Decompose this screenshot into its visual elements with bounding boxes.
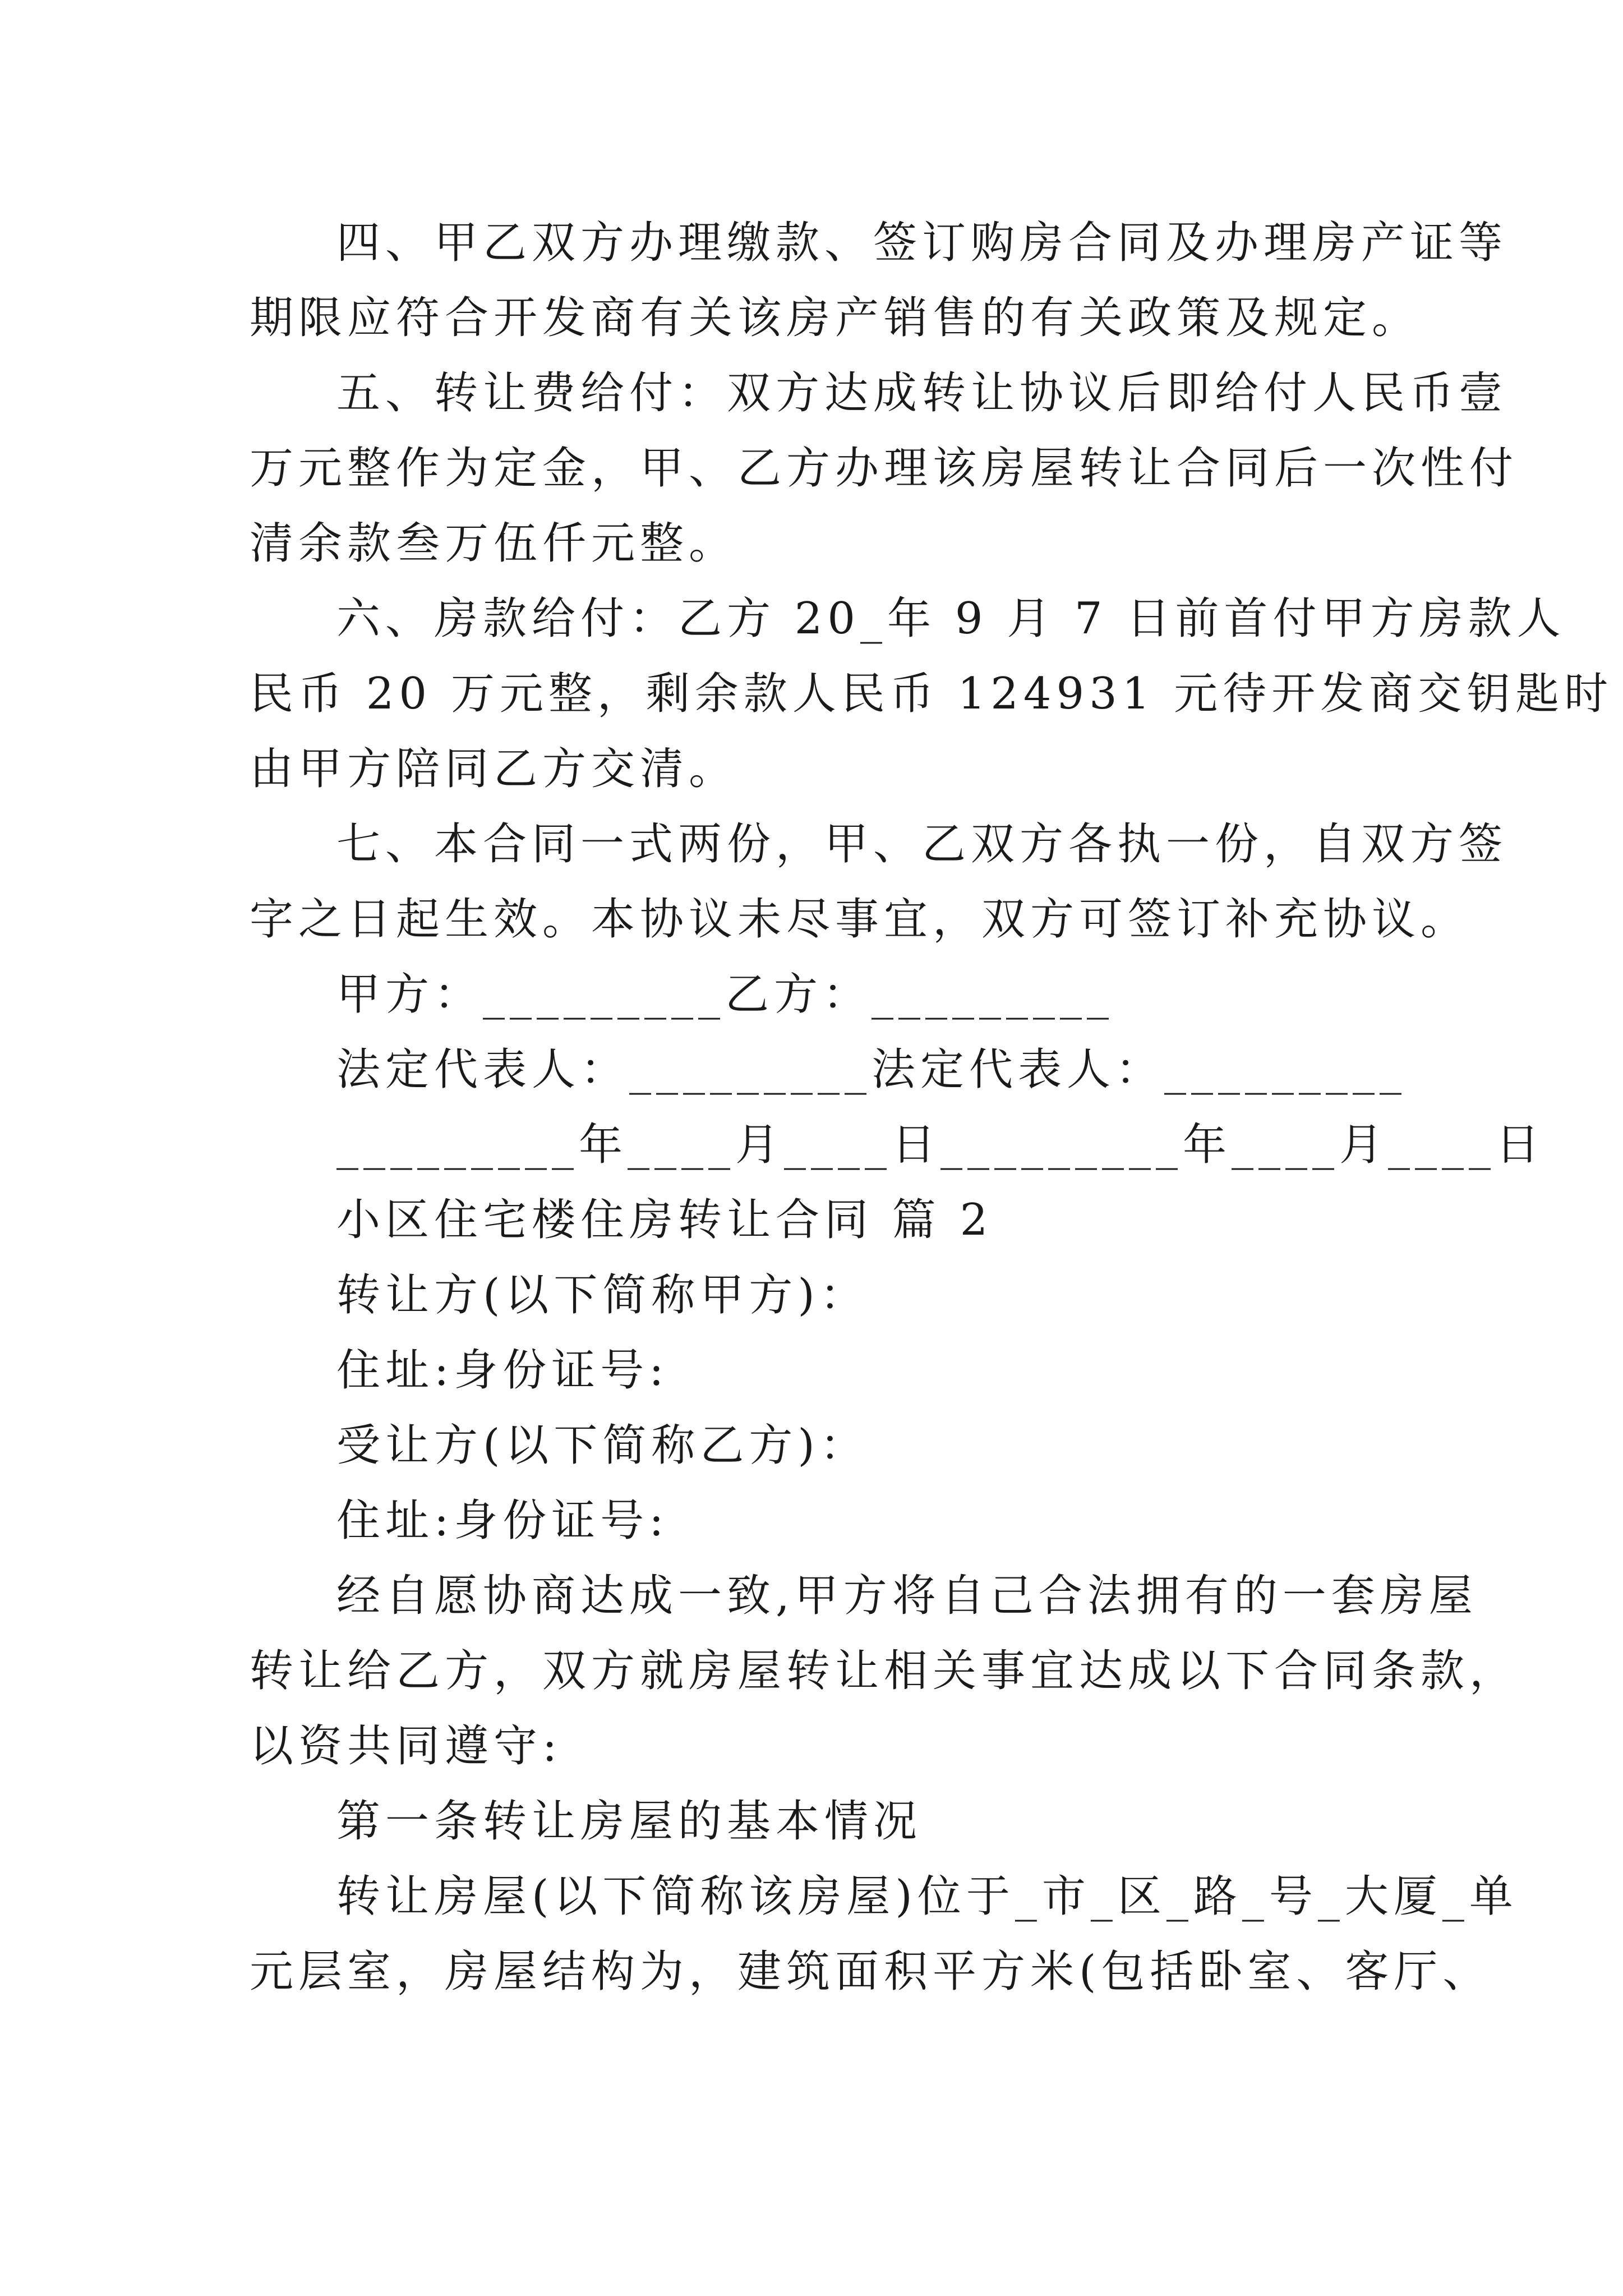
paragraph-5-line-1: 五、转让费给付：双方达成转让协议后即给付人民币壹 bbox=[336, 368, 1508, 418]
article-1-heading: 第一条转让房屋的基本情况 bbox=[336, 1796, 923, 1847]
paragraph-6-line-2: 民币 20 万元整，剩余款人民币 124931 元待开发商交钥匙时 bbox=[250, 669, 1613, 719]
article-1-line-1: 转让房屋(以下简称该房屋)位于_市_区_路_号_大厦_单 bbox=[336, 1871, 1518, 1922]
transferor-label: 转让方(以下简称甲方)： bbox=[336, 1270, 869, 1320]
transferor-address-id: 住址:身份证号: bbox=[336, 1345, 669, 1396]
signature-date-line: _________年____月____日_________年____月____日 bbox=[336, 1120, 1545, 1170]
preamble-line-3: 以资共同遵守: bbox=[250, 1721, 562, 1772]
preamble-line-2: 转让给乙方，双方就房屋转让相关事宜达成以下合同条款， bbox=[250, 1646, 1519, 1696]
paragraph-5-line-2: 万元整作为定金，甲、乙方办理该房屋转让合同后一次性付 bbox=[250, 443, 1519, 494]
paragraph-7-line-1: 七、本合同一式两份，甲、乙双方各执一份，自双方签 bbox=[336, 819, 1508, 869]
paragraph-6-line-3: 由甲方陪同乙方交清。 bbox=[250, 744, 738, 794]
paragraph-4-line-1: 四、甲乙双方办理缴款、签订购房合同及办理房产证等 bbox=[336, 218, 1508, 268]
signature-representative-line: 法定代表人：_________法定代表人：_________ bbox=[336, 1045, 1407, 1095]
paragraph-7-line-2: 字之日起生效。本协议未尽事宜，双方可签订补充协议。 bbox=[250, 894, 1470, 945]
article-1-line-2: 元层室，房屋结构为，建筑面积平方米(包括卧室、客厅、 bbox=[250, 1947, 1492, 1997]
contract-2-title: 小区住宅楼住房转让合同 篇 2 bbox=[336, 1195, 993, 1245]
paragraph-6-line-1: 六、房款给付：乙方 20_年 9 月 7 日前首付甲方房款人 bbox=[336, 593, 1566, 644]
transferee-label: 受让方(以下简称乙方)： bbox=[336, 1420, 869, 1471]
paragraph-5-line-3: 清余款叁万伍仟元整。 bbox=[250, 518, 738, 569]
transferee-address-id: 住址:身份证号: bbox=[336, 1496, 669, 1546]
preamble-line-1: 经自愿协商达成一致,甲方将自己合法拥有的一套房屋 bbox=[336, 1571, 1478, 1621]
paragraph-4-line-2: 期限应符合开发商有关该房产销售的有关政策及规定。 bbox=[250, 293, 1421, 343]
signature-party-line: 甲方：_________乙方：_________ bbox=[336, 969, 1114, 1020]
